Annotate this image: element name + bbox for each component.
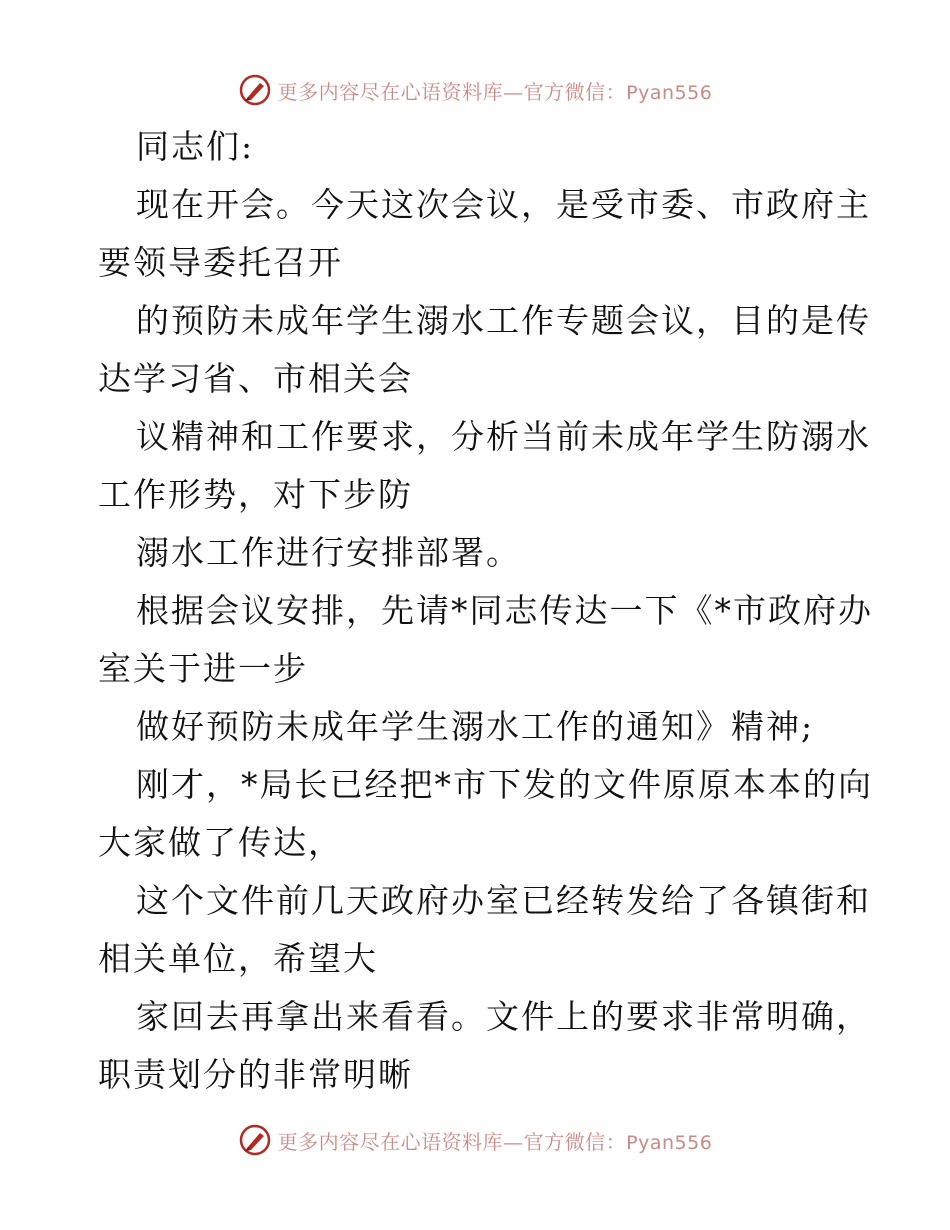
paragraph: 这个文件前几天政府办室已经转发给了各镇街和 相关单位，希望大: [98, 881, 871, 978]
footer-watermark: [0, 1120, 950, 1160]
paragraph: 根据会议安排，先请*同志传达一下《*市政府办 室关于进一步: [98, 591, 873, 688]
pen-logo-icon: [238, 73, 272, 107]
pen-logo-icon: [238, 1123, 272, 1157]
paragraph: 的预防未成年学生溺水工作专题会议，目的是传 达学习省、市相关会: [98, 301, 871, 398]
paragraph: 做好预防未成年学生溺水工作的通知》精神;: [136, 707, 815, 746]
paragraph: 议精神和工作要求，分析当前未成年学生防溺水 工作形势，对下步防: [98, 417, 871, 514]
paragraph-salutation: 同志们:: [136, 127, 255, 166]
watermark-text: 更多内容尽在心语资料库—官方微信：Pyan556: [277, 1129, 713, 1154]
paragraph: 溺水工作进行安排部署。: [136, 533, 521, 572]
paragraph: 现在开会。今天这次会议，是受市委、市政府主 要领导委托召开: [98, 185, 871, 282]
watermark-text: 更多内容尽在心语资料库—官方微信：Pyan556: [277, 79, 713, 104]
document-body: [98, 118, 873, 1104]
header-watermark: [0, 70, 950, 110]
paragraph: 刚才，*局长已经把*市下发的文件原原本本的向 大家做了传达，: [98, 765, 873, 862]
paragraph: 家回去再拿出来看看。文件上的要求非常明确， 职责划分的非常明晰: [98, 997, 871, 1094]
